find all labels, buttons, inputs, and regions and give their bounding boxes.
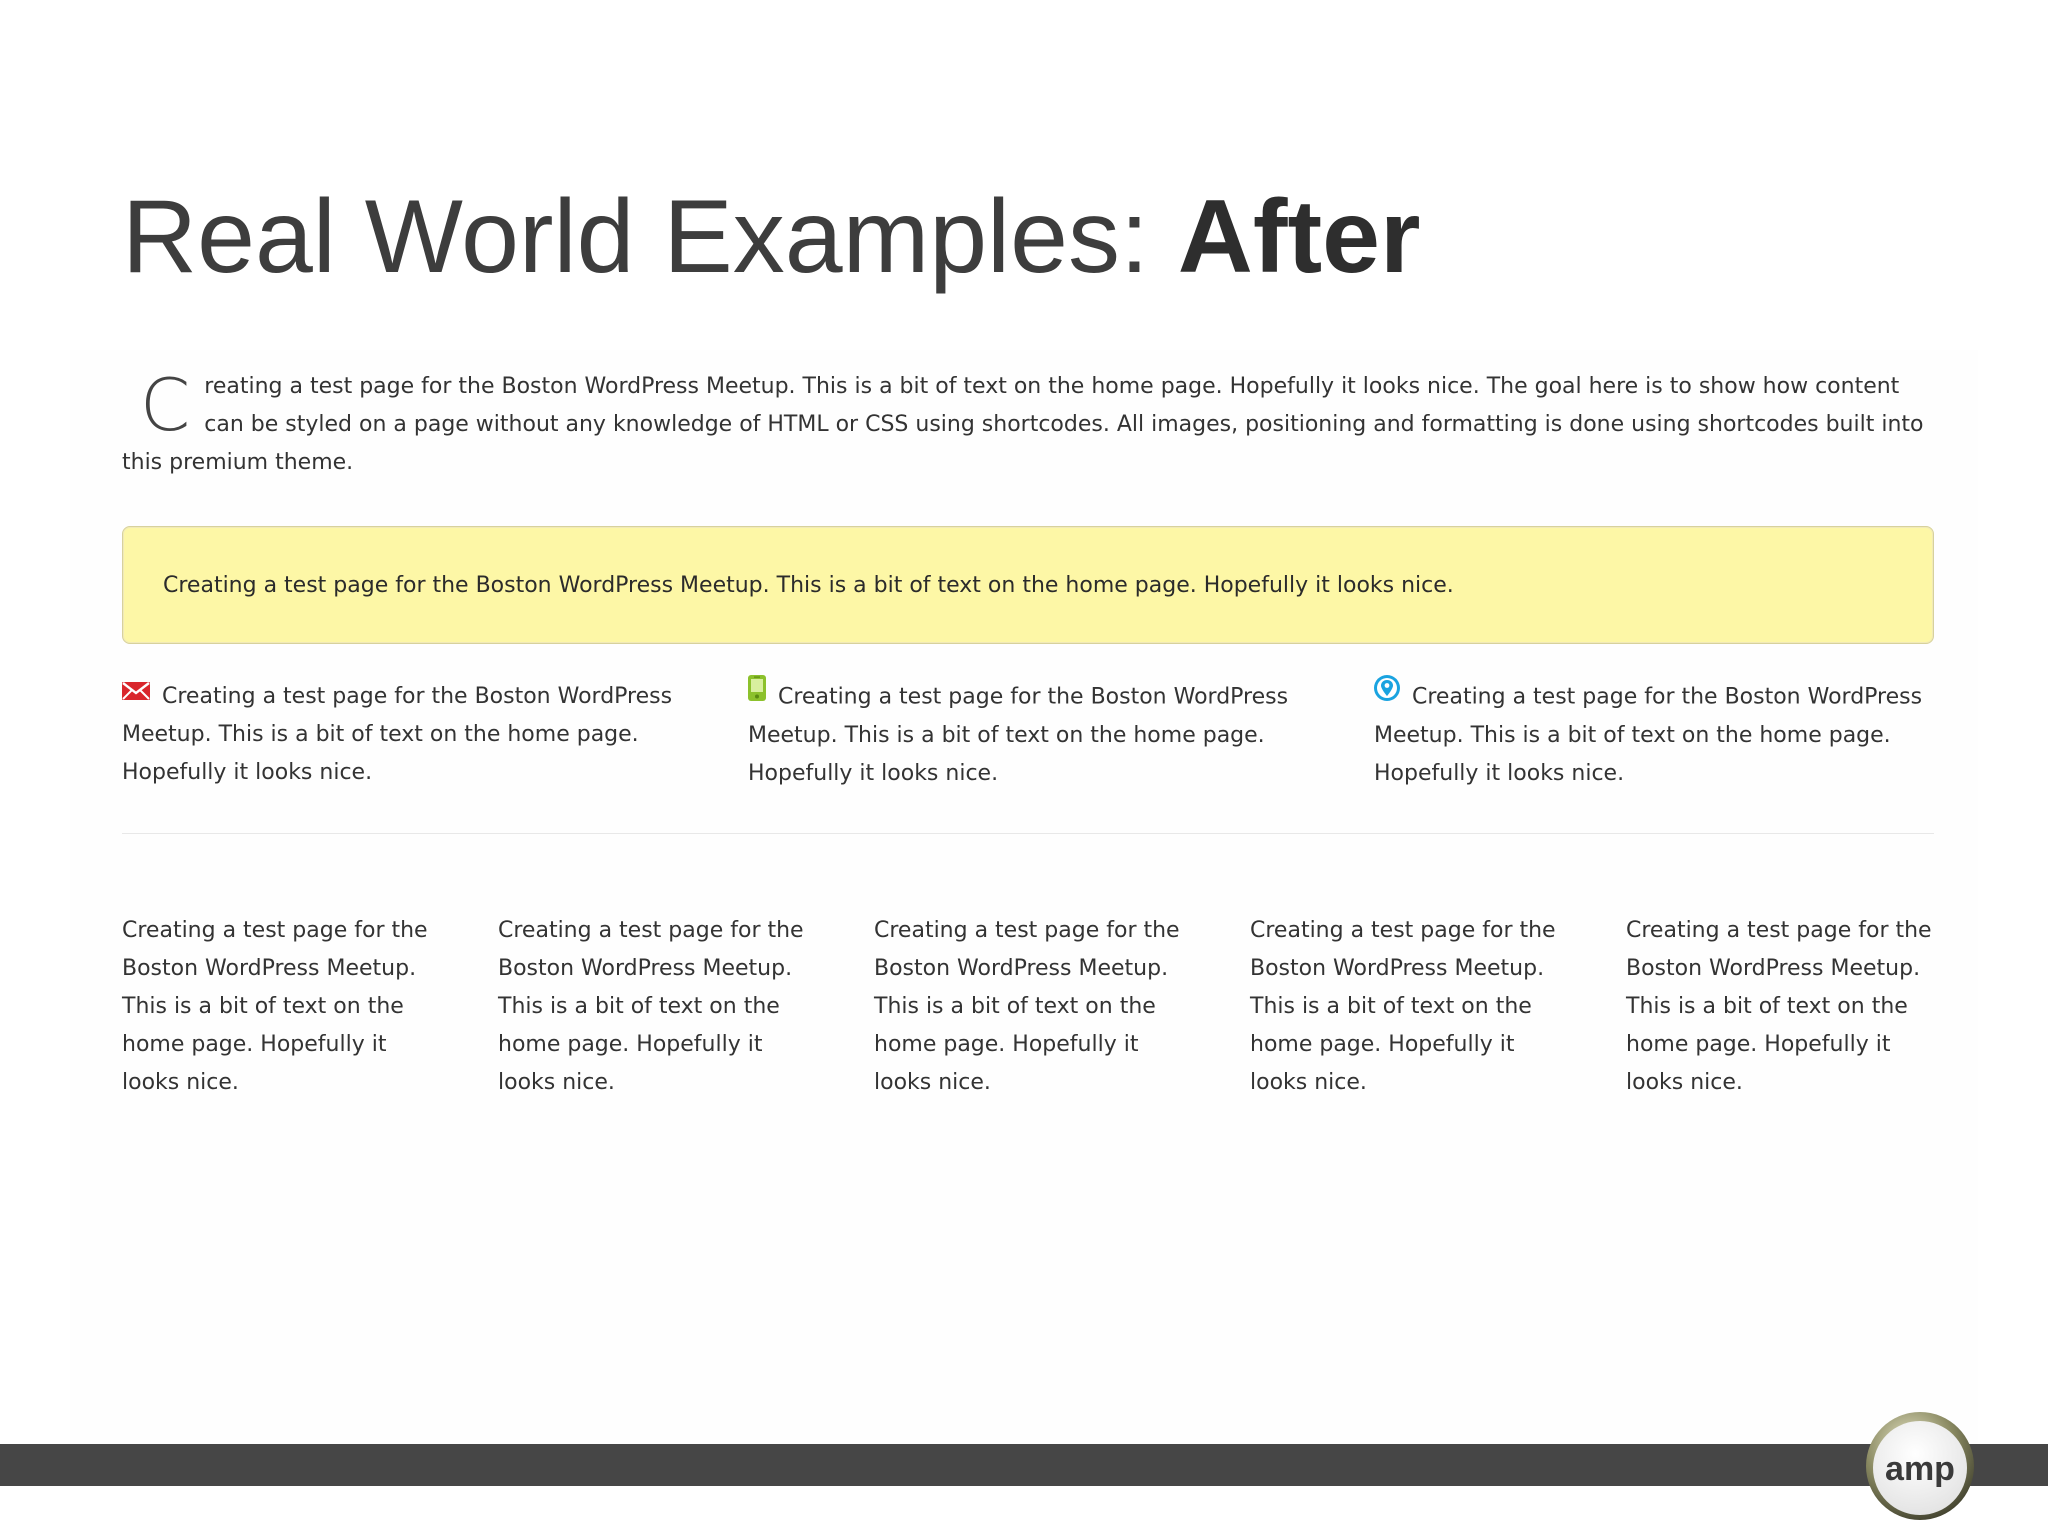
mail-icon bbox=[122, 675, 150, 713]
icon-column-mail bbox=[122, 678, 682, 793]
slide-title-regular: Real World Examples: bbox=[122, 179, 1178, 295]
icon-column-text: Creating a test page for the Boston WordPress Meetup. This is a bit of text on the home page. Hopefully it looks nice. bbox=[122, 684, 673, 785]
logo-text: amp bbox=[1885, 1450, 1955, 1488]
text-column: Creating a test page for the Boston WordPress Meetup. This is a bit of text on the home page. Hopefully it looks nice. bbox=[122, 918, 428, 1095]
five-columns bbox=[122, 912, 1934, 1102]
icon-column-phone bbox=[748, 678, 1308, 793]
intro-paragraph bbox=[122, 363, 1934, 482]
icon-column-text: Creating a test page for the Boston WordPress Meetup. This is a bit of text on the home page. Hopefully it looks nice. bbox=[1374, 684, 1923, 786]
page-content bbox=[122, 363, 1934, 1102]
text-column: Creating a test page for the Boston WordPress Meetup. This is a bit of text on the home page. Hopefully it looks nice. bbox=[1626, 918, 1932, 1095]
slide-title bbox=[122, 178, 1420, 298]
footer-bar bbox=[0, 1444, 2048, 1486]
dropcap-letter: C bbox=[140, 363, 191, 447]
slide-title-bold: After bbox=[1177, 179, 1421, 295]
text-column: Creating a test page for the Boston WordPress Meetup. This is a bit of text on the home page. Hopefully it looks nice. bbox=[874, 918, 1180, 1095]
phone-icon bbox=[748, 675, 766, 714]
icon-column-location bbox=[1374, 678, 1934, 793]
text-column: Creating a test page for the Boston WordPress Meetup. This is a bit of text on the home page. Hopefully it looks nice. bbox=[1250, 918, 1556, 1095]
text-column: Creating a test page for the Boston WordPress Meetup. This is a bit of text on the home page. Hopefully it looks nice. bbox=[498, 918, 804, 1095]
icon-column-text: Creating a test page for the Boston WordPress Meetup. This is a bit of text on the home page. Hopefully it looks nice. bbox=[748, 684, 1289, 786]
amp-logo bbox=[1864, 1410, 1976, 1522]
icon-columns bbox=[122, 678, 1934, 793]
section-divider bbox=[122, 833, 1934, 834]
website-screenshot bbox=[70, 350, 1978, 1450]
notice-text: Creating a test page for the Boston WordPress Meetup. This is a bit of text on the home page. Hopefully it looks nice. bbox=[163, 572, 1454, 598]
intro-text: reating a test page for the Boston WordPress Meetup. This is a bit of text on the home page. Hopefully it looks nice. The goal here is to show how content can be styled on a page without any knowledge of HTML or CSS using shortcodes. All images, positioning and formatting is done using shortcodes built into this premium theme. bbox=[122, 374, 1924, 475]
location-icon bbox=[1374, 675, 1400, 714]
notice-box bbox=[122, 526, 1934, 644]
